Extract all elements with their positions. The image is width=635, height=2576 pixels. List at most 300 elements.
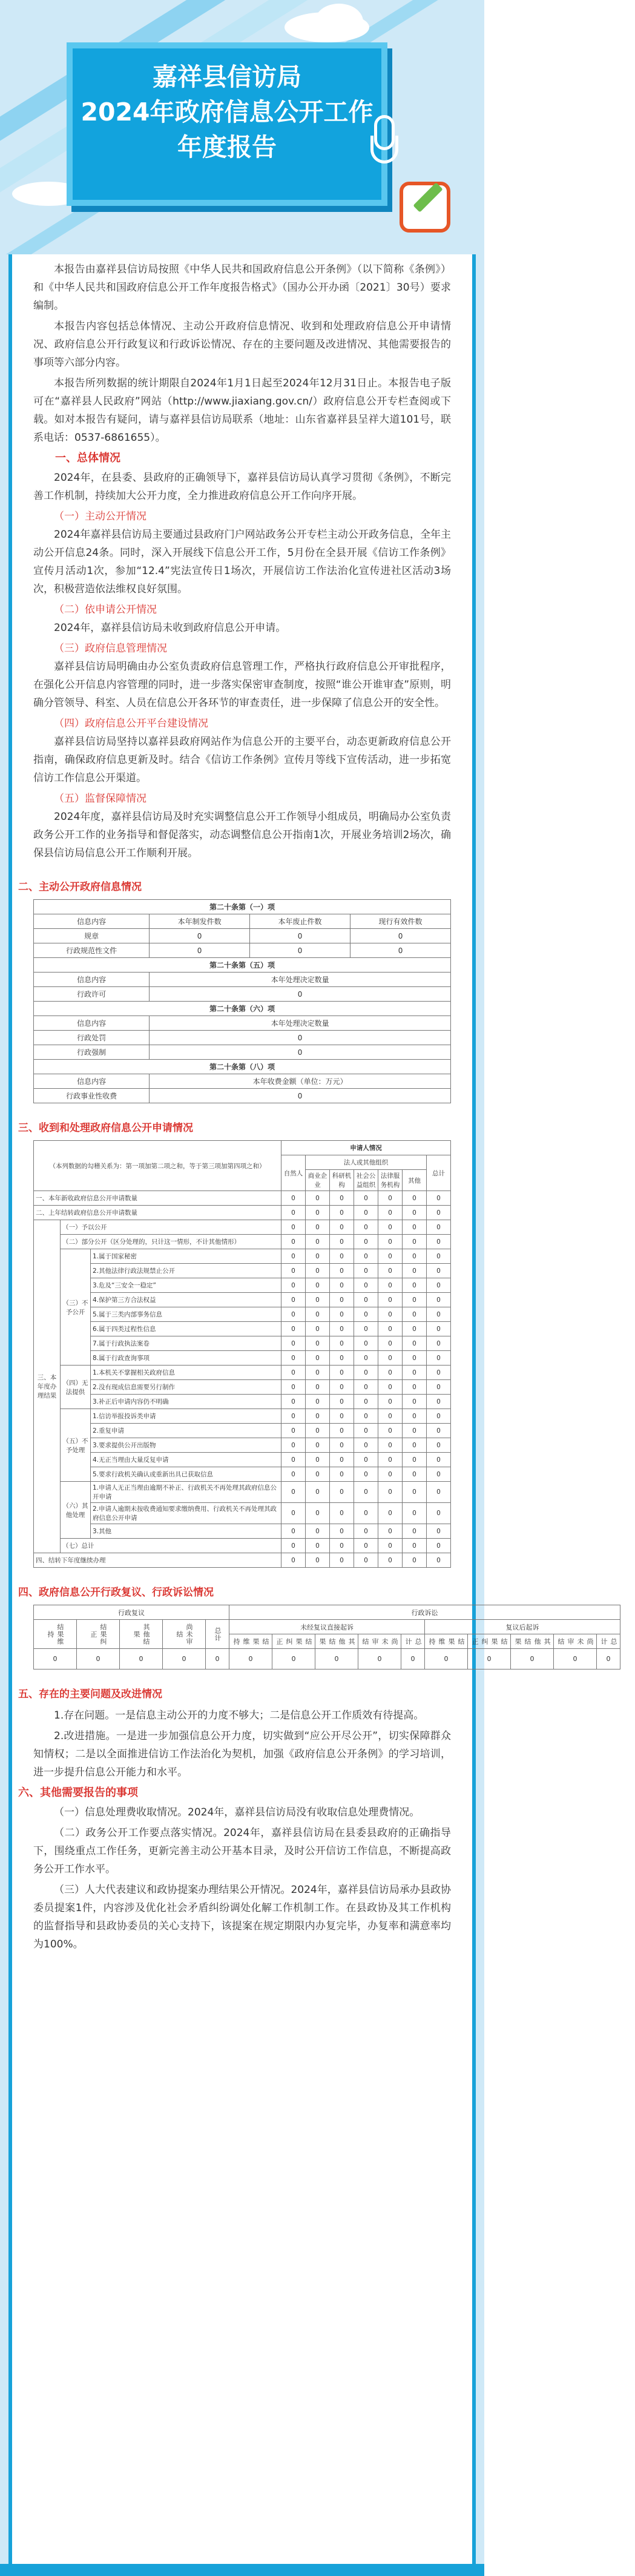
cell-value: 0 — [554, 1649, 597, 1669]
cell-value: 0 — [281, 1366, 306, 1380]
intro-paragraph: 本报告内容包括总体情况、主动公开政府信息情况、收到和处理政府信息公开申请情况、政府信息公开行政复议和行政诉讼情况、存在的主要问题及改进情况、其他需要报告的事项等六部分内容。 — [33, 320, 451, 369]
report-title-line3: 年度报告 — [177, 133, 277, 162]
cell-value: 0 — [306, 1366, 330, 1380]
cell-value: 0 — [281, 1191, 306, 1206]
section-title: 四、政府信息公开行政复议、行政诉讼情况 — [18, 1587, 214, 1599]
cell-value: 0 — [306, 1482, 330, 1503]
cell-value: 0 — [330, 1191, 354, 1206]
cell-value: 0 — [281, 1453, 306, 1467]
cell-value: 0 — [281, 1482, 306, 1503]
cell-value: 0 — [306, 1336, 330, 1351]
cell-value: 0 — [306, 1351, 330, 1366]
table-row — [34, 1322, 451, 1336]
report-body — [18, 260, 617, 1956]
table-row — [34, 1293, 451, 1307]
cell-value: 0 — [403, 1482, 427, 1503]
cell-value: 0 — [281, 1553, 306, 1568]
section-paragraph: 2024年，嘉祥县信访局未收到政府信息公开申请。 — [54, 622, 286, 634]
cell-value: 0 — [281, 1235, 306, 1249]
cell-value: 0 — [250, 943, 350, 958]
table-row — [34, 1089, 451, 1103]
row-label: 1.本机关不掌握相关政府信息 — [91, 1366, 281, 1380]
cell-value: 0 — [354, 1524, 378, 1539]
table-row — [34, 1380, 451, 1395]
table-row — [34, 987, 451, 1002]
table-row — [34, 1249, 451, 1264]
column-header: 法律服务机构 — [378, 1170, 403, 1191]
column-header: 结果纠正 — [468, 1634, 511, 1649]
cell-value: 0 — [427, 1438, 451, 1453]
cell-value: 0 — [427, 1380, 451, 1395]
column-header: 本年处理决定数量 — [150, 973, 451, 987]
cell-value: 0 — [378, 1366, 403, 1380]
cell-value: 0 — [427, 1206, 451, 1220]
title-banner — [67, 42, 387, 206]
cell-value: 0 — [330, 1467, 354, 1482]
cell-value: 0 — [403, 1524, 427, 1539]
table-row — [34, 1524, 451, 1539]
cell-value: 0 — [330, 1264, 354, 1278]
table-row — [34, 1395, 451, 1409]
cell-value: 0 — [306, 1307, 330, 1322]
column-header: 本年处理决定数量 — [150, 1016, 451, 1031]
intro-paragraph: 本报告由嘉祥县信访局按照《中华人民共和国政府信息公开条例》（以下简称《条例》）和《中华人民共和国政府信息公开工作年度报告格式》（国办公开办函〔2021〕30号）要求编制。 — [33, 263, 451, 312]
subsection-title: （三）政府信息管理情况 — [54, 642, 167, 655]
cell-value: 0 — [378, 1409, 403, 1424]
row-label: 行政强制 — [34, 1045, 150, 1060]
cell-value: 0 — [272, 1649, 315, 1669]
cell-value: 0 — [354, 1264, 378, 1278]
cell-value: 0 — [378, 1553, 403, 1568]
cell-value: 0 — [330, 1380, 354, 1395]
table-header: 第二十条第（一）项 — [34, 900, 451, 914]
cell-value: 0 — [378, 1453, 403, 1467]
table-row — [34, 1553, 451, 1568]
table-row — [34, 1045, 451, 1060]
cell-value: 0 — [378, 1191, 403, 1206]
cell-value: 0 — [350, 943, 451, 958]
cell-value: 0 — [306, 1206, 330, 1220]
cell-value: 0 — [427, 1539, 451, 1553]
cell-value: 0 — [378, 1503, 403, 1524]
column-header: 尚未审结 — [358, 1634, 401, 1649]
column-header: 尚未审结 — [554, 1634, 597, 1649]
column-header: 本年收费金额（单位：万元） — [150, 1074, 451, 1089]
row-label: （一）予以公开 — [61, 1220, 281, 1235]
cell-value: 0 — [206, 1649, 229, 1669]
table-row — [34, 1031, 451, 1045]
column-header: 本年废止件数 — [250, 914, 350, 929]
cell-value: 0 — [354, 1395, 378, 1409]
cell-value: 0 — [306, 1322, 330, 1336]
cell-value: 0 — [330, 1206, 354, 1220]
cell-value: 0 — [358, 1649, 401, 1669]
cell-value: 0 — [306, 1409, 330, 1424]
cell-value: 0 — [330, 1424, 354, 1438]
cell-value: 0 — [306, 1220, 330, 1235]
column-header: 科研机构 — [330, 1170, 354, 1191]
column-header: 结果纠正 — [272, 1634, 315, 1649]
section-title: 三、收到和处理政府信息公开申请情况 — [18, 1122, 193, 1134]
cell-value: 0 — [281, 1380, 306, 1395]
cell-value: 0 — [330, 1249, 354, 1264]
cell-value: 0 — [403, 1249, 427, 1264]
cell-value: 0 — [403, 1453, 427, 1467]
table-row — [34, 1235, 451, 1249]
row-label: 规章 — [34, 929, 150, 943]
row-label: 3.要求提供公开出版物 — [91, 1438, 281, 1453]
cell-value: 0 — [281, 1503, 306, 1524]
cell-value: 0 — [427, 1453, 451, 1467]
cell-value: 0 — [306, 1191, 330, 1206]
right-margin — [476, 254, 484, 2576]
cell-value: 0 — [281, 1467, 306, 1482]
applicant-header: 申请人情况 — [281, 1141, 451, 1155]
cell-value: 0 — [354, 1220, 378, 1235]
table-row — [34, 943, 451, 958]
cell-value: 0 — [403, 1503, 427, 1524]
cell-value: 0 — [354, 1322, 378, 1336]
section-paragraph: 嘉祥县信访局明确由办公室负责政府信息管理工作，严格执行政府信息公开审批程序，在强化公开信息内容管理的同时，进一步落实保密审查制度，按照“谁公开谁审查”原则，明确分管领导、科室、人员在信息公开各环节的审查责任，进一步保障了信息公开的安全性。 — [33, 661, 451, 709]
row-label: 二、上年结转政府信息公开申请数量 — [34, 1206, 281, 1220]
column-header: 信息内容 — [34, 973, 150, 987]
cell-value: 0 — [330, 1366, 354, 1380]
cell-value: 0 — [330, 1553, 354, 1568]
cell-value: 0 — [378, 1206, 403, 1220]
table-row — [34, 1482, 451, 1503]
column-header: 结果维持 — [229, 1634, 272, 1649]
row-label: 5.要求行政机关确认或重新出具已获取信息 — [91, 1467, 281, 1482]
table-row — [34, 1307, 451, 1322]
cell-value: 0 — [378, 1467, 403, 1482]
cell-value: 0 — [306, 1395, 330, 1409]
section-paragraph: 嘉祥县信访局坚持以嘉祥县政府网站作为信息公开的主要平台，动态更新政府信息公开指南，确保政府信息更新及时。结合《信访工作条例》宣传月等线下宣传活动，进一步拓宽信访工作信息公开渠道。 — [33, 736, 451, 784]
cell-value: 0 — [306, 1264, 330, 1278]
section-title: 二、主动公开政府信息情况 — [18, 881, 142, 893]
cell-value: 0 — [427, 1278, 451, 1293]
column-header: 信息内容 — [34, 1074, 150, 1089]
table-row — [34, 1649, 620, 1669]
cell-value: 0 — [306, 1293, 330, 1307]
cell-value: 0 — [281, 1293, 306, 1307]
row-label: 4.无正当理由大量反复申请 — [91, 1453, 281, 1467]
cell-value: 0 — [403, 1409, 427, 1424]
cell-value: 0 — [427, 1482, 451, 1503]
cell-value: 0 — [281, 1395, 306, 1409]
cell-value: 0 — [378, 1322, 403, 1336]
cell-value: 0 — [330, 1322, 354, 1336]
cell-value: 0 — [354, 1191, 378, 1206]
cell-value: 0 — [354, 1307, 378, 1322]
cell-value: 0 — [378, 1249, 403, 1264]
column-header: 其他结果 — [120, 1620, 163, 1649]
column-header: 结果纠正 — [77, 1620, 120, 1649]
section-paragraph: 1.存在问题。一是信息主动公开的力度不够大；二是信息公开工作质效有待提高。 — [54, 1709, 424, 1722]
cell-value: 0 — [378, 1351, 403, 1366]
cell-value: 0 — [306, 1553, 330, 1568]
column-header: 信息内容 — [34, 914, 150, 929]
row-label: 行政事业性收费 — [34, 1089, 150, 1103]
suit-after-review-header: 复议后起诉 — [425, 1620, 620, 1634]
cell-value: 0 — [330, 1409, 354, 1424]
cell-value: 0 — [403, 1539, 427, 1553]
cell-value: 0 — [401, 1649, 425, 1669]
table-row — [34, 1220, 451, 1235]
cell-value: 0 — [354, 1409, 378, 1424]
section-paragraph: （三）人大代表建议和政协提案办理结果公开情况。2024年，嘉祥县信访局承办县政协委员提案1件，内容涉及优化社会矛盾纠纷调处化解工作机制工作。在县政协及其工作机构的监督指导和县政协委员的关心支持下，该提案在规定期限内办复完毕，办复率和满意率均为100%。 — [33, 1884, 451, 1950]
row-label: 一、本年新收政府信息公开申请数量 — [34, 1191, 281, 1206]
table-row — [34, 1539, 451, 1553]
row-label: 6.属于四类过程性信息 — [91, 1322, 281, 1336]
cell-value: 0 — [403, 1336, 427, 1351]
cell-value: 0 — [403, 1220, 427, 1235]
column-header: 结果维持 — [425, 1634, 468, 1649]
cell-value: 0 — [330, 1503, 354, 1524]
cell-value: 0 — [330, 1220, 354, 1235]
table-row — [34, 1453, 451, 1467]
subsection-title: （五）监督保障情况 — [54, 793, 146, 805]
cell-value: 0 — [378, 1524, 403, 1539]
cell-value: 0 — [354, 1453, 378, 1467]
cell-value: 0 — [427, 1395, 451, 1409]
cell-value: 0 — [403, 1467, 427, 1482]
cell-value: 0 — [281, 1249, 306, 1264]
section-paragraph: 2024年度，嘉祥县信访局及时充实调整信息公开工作领导小组成员，明确局办公室负责政务公开工作的业务指导和督促落实，动态调整信息公开指南1次，开展业务培训2场次，确保县信访局信息公开工作顺利开展。 — [33, 811, 451, 859]
column-header: 总计 — [597, 1634, 620, 1649]
cell-value: 0 — [403, 1235, 427, 1249]
table-row — [34, 1206, 451, 1220]
cell-value: 0 — [403, 1351, 427, 1366]
table-header: 第二十条第（八）项 — [34, 1060, 451, 1074]
intro-paragraph: 本报告所列数据的统计期限自2024年1月1日起至2024年12月31日止。本报告电子版可在“嘉祥县人民政府”网站（http://www.jiaxiang.gov.cn/）政府信息公开专栏查阅或下载。如对本报告有疑问，请与嘉祥县信访局联系（地址：山东省嘉祥县呈祥大道101号，联系电话：0537-6861655）。 — [33, 377, 451, 444]
cell-value: 0 — [120, 1649, 163, 1669]
cell-value: 0 — [281, 1264, 306, 1278]
section-title: 五、存在的主要问题及改进情况 — [18, 1688, 162, 1700]
row-label: 3.补正后申请内容仍不明确 — [91, 1395, 281, 1409]
row-label: 4.保护第三方合法权益 — [91, 1293, 281, 1307]
cell-value: 0 — [306, 1438, 330, 1453]
cell-value: 0 — [150, 987, 451, 1002]
application-table — [33, 1140, 451, 1568]
subsection-title: （二）依申请公开情况 — [54, 604, 157, 616]
section-paragraph: （二）政务公开工作要点落实情况。2024年，嘉祥县信访局在县委县政府的正确指导下，围绕重点工作任务，更新完善主动公开基本目录，及时公开信访工作信息，不断提高政务公开工作水平。 — [33, 1827, 451, 1875]
cell-value: 0 — [427, 1249, 451, 1264]
table-row — [34, 1351, 451, 1366]
cell-value: 0 — [354, 1553, 378, 1568]
cell-value: 0 — [281, 1307, 306, 1322]
cell-value: 0 — [427, 1409, 451, 1424]
row-label: 7.属于行政执法案卷 — [91, 1336, 281, 1351]
cell-value: 0 — [330, 1539, 354, 1553]
cell-value: 0 — [229, 1649, 272, 1669]
cell-value: 0 — [354, 1366, 378, 1380]
cell-value: 0 — [427, 1553, 451, 1568]
cell-value: 0 — [330, 1482, 354, 1503]
cell-value: 0 — [281, 1206, 306, 1220]
cell-value: 0 — [281, 1539, 306, 1553]
table-row — [34, 929, 451, 943]
cell-value: 0 — [427, 1191, 451, 1206]
column-header: 其他 — [403, 1170, 427, 1191]
cell-value: 0 — [281, 1278, 306, 1293]
table-header: 第二十条第（五）项 — [34, 958, 451, 973]
cell-value: 0 — [281, 1322, 306, 1336]
cell-value: 0 — [306, 1467, 330, 1482]
cell-value: 0 — [427, 1336, 451, 1351]
cell-value: 0 — [306, 1424, 330, 1438]
cell-value: 0 — [330, 1307, 354, 1322]
row-label: 2.重复申请 — [91, 1424, 281, 1438]
row-group-label: （三）不予公开 — [61, 1249, 91, 1366]
table-row — [34, 1191, 451, 1206]
cell-value: 0 — [330, 1235, 354, 1249]
cell-value: 0 — [425, 1649, 468, 1669]
cell-value: 0 — [403, 1278, 427, 1293]
section-paragraph: （一）信息处理费收取情况。2024年，嘉祥县信访局没有收取信息处理费情况。 — [54, 1806, 420, 1818]
report-title-line2: 2024年政府信息公开工作 — [81, 97, 373, 127]
cell-value: 0 — [378, 1220, 403, 1235]
cell-value: 0 — [150, 1045, 451, 1060]
footer-bar — [0, 2564, 484, 2576]
column-header: 结果维持 — [34, 1620, 77, 1649]
cell-value: 0 — [354, 1293, 378, 1307]
left-margin — [0, 254, 8, 2576]
cell-value: 0 — [350, 929, 451, 943]
cell-value: 0 — [281, 1424, 306, 1438]
cell-value: 0 — [354, 1424, 378, 1438]
cell-value: 0 — [281, 1336, 306, 1351]
cell-value: 0 — [281, 1409, 306, 1424]
legal-entity-header: 法人或其他组织 — [306, 1155, 427, 1170]
cell-value: 0 — [77, 1649, 120, 1669]
cell-value: 0 — [281, 1351, 306, 1366]
cell-value: 0 — [306, 1380, 330, 1395]
row-label: 1.信访举报投诉类申请 — [91, 1409, 281, 1424]
table-row — [34, 1336, 451, 1351]
cell-value: 0 — [427, 1220, 451, 1235]
row-group-label: （五）不予处理 — [61, 1409, 91, 1482]
row-label: 行政规范性文件 — [34, 943, 150, 958]
row-label: 1.申请人无正当理由逾期不补正、行政机关不再处理其政府信息公开申请 — [91, 1482, 281, 1503]
table-row — [34, 1366, 451, 1380]
cell-value: 0 — [511, 1649, 554, 1669]
row-label: 2.申请人逾期未按收费通知要求缴纳费用、行政机关不再处理其政府信息公开申请 — [91, 1503, 281, 1524]
section-title: 六、其他需要报告的事项 — [18, 1786, 138, 1799]
table-row — [34, 1409, 451, 1424]
cell-value: 0 — [378, 1539, 403, 1553]
column-header: 其他结果 — [511, 1634, 554, 1649]
cell-value: 0 — [306, 1503, 330, 1524]
review-header: 行政复议 — [34, 1605, 229, 1620]
natural-person-header: 自然人 — [281, 1155, 306, 1191]
row-label: 5.属于三类内部事务信息 — [91, 1307, 281, 1322]
cell-value: 0 — [354, 1539, 378, 1553]
section-paragraph: 2.改进措施。一是进一步加强信息公开力度，切实做到“应公开尽公开”，切实保障群众知情权；二是以全面推进信访工作法治化为契机，加强《政府信息公开条例》的学习培训，进一步提升信息公开能力和水平。 — [33, 1730, 451, 1778]
cell-value: 0 — [378, 1380, 403, 1395]
column-header: 总计 — [401, 1634, 425, 1649]
proactive-disclosure-table — [33, 899, 451, 1103]
cell-value: 0 — [597, 1649, 620, 1669]
cell-value: 0 — [34, 1649, 77, 1669]
cell-value: 0 — [378, 1424, 403, 1438]
column-header: 本年制发件数 — [150, 914, 250, 929]
column-header: 总计 — [206, 1620, 229, 1649]
cell-value: 0 — [378, 1482, 403, 1503]
cell-value: 0 — [306, 1539, 330, 1553]
cell-value: 0 — [427, 1264, 451, 1278]
section-paragraph: 2024年，在县委、县政府的正确领导下，嘉祥县信访局认真学习贯彻《条例》，不断完善工作机制，持续加大公开力度，全力推进政府信息公开工作向序开展。 — [33, 472, 451, 502]
cell-value: 0 — [427, 1424, 451, 1438]
cell-value: 0 — [330, 1438, 354, 1453]
cell-value: 0 — [403, 1206, 427, 1220]
cell-value: 0 — [403, 1553, 427, 1568]
table-header: 第二十条第（六）项 — [34, 1002, 451, 1016]
cell-value: 0 — [150, 943, 250, 958]
cell-value: 0 — [378, 1264, 403, 1278]
cell-value: 0 — [403, 1380, 427, 1395]
cell-value: 0 — [354, 1438, 378, 1453]
section-paragraph: 2024年嘉祥县信访局主要通过县政府门户网站政务公开专栏主动公开政务信息，全年主动公开信息24条。同时，深入开展线下信息公开工作，5月份在全县开展《信访工作条例》宣传月活动1次，参加“12.4”宪法宣传日1场次，开展信访工作法治化宣传进社区活动3场次，积极营造依法维权良好氛围。 — [33, 529, 451, 595]
cell-value: 0 — [354, 1351, 378, 1366]
direct-suit-header: 未经复议直接起诉 — [229, 1620, 425, 1634]
row-label: （七）总计 — [61, 1539, 281, 1553]
cell-value: 0 — [250, 929, 350, 943]
cell-value: 0 — [354, 1336, 378, 1351]
cell-value: 0 — [468, 1649, 511, 1669]
cell-value: 0 — [330, 1293, 354, 1307]
cell-value: 0 — [354, 1503, 378, 1524]
total-header: 总计 — [427, 1155, 451, 1191]
cell-value: 0 — [403, 1424, 427, 1438]
row-label: 2.没有现成信息需要另行制作 — [91, 1380, 281, 1395]
column-header: 尚未审结 — [163, 1620, 206, 1649]
cell-value: 0 — [281, 1524, 306, 1539]
cell-value: 0 — [330, 1336, 354, 1351]
subsection-title: （一）主动公开情况 — [54, 510, 146, 523]
cell-value: 0 — [403, 1191, 427, 1206]
cell-value: 0 — [306, 1453, 330, 1467]
cell-value: 0 — [427, 1503, 451, 1524]
row-label: 行政处罚 — [34, 1031, 150, 1045]
cell-value: 0 — [427, 1235, 451, 1249]
cell-value: 0 — [427, 1322, 451, 1336]
column-header: 信息内容 — [34, 1016, 150, 1031]
cell-value: 0 — [403, 1264, 427, 1278]
row-label: 1.属于国家秘密 — [91, 1249, 281, 1264]
cell-value: 0 — [330, 1351, 354, 1366]
column-header: 商业企业 — [306, 1170, 330, 1191]
column-header: 现行有效件数 — [350, 914, 451, 929]
cell-value: 0 — [354, 1482, 378, 1503]
cell-value: 0 — [427, 1307, 451, 1322]
cell-value: 0 — [427, 1467, 451, 1482]
table-corner-note: （本列数据的勾稽关系为：第一项加第二项之和，等于第三项加第四项之和） — [34, 1141, 281, 1191]
cell-value: 0 — [306, 1278, 330, 1293]
cell-value: 0 — [403, 1307, 427, 1322]
row-group-label: 三、本年度办理结果 — [34, 1220, 61, 1553]
row-label: 行政许可 — [34, 987, 150, 1002]
review-litigation-table — [33, 1605, 620, 1669]
row-group-label: （六）其他处理 — [61, 1482, 91, 1539]
table-row — [34, 1264, 451, 1278]
cell-value: 0 — [150, 929, 250, 943]
report-title-line1: 嘉祥县信访局 — [153, 62, 301, 91]
table-row — [34, 1424, 451, 1438]
cell-value: 0 — [354, 1380, 378, 1395]
row-group-label: （四）无法提供 — [61, 1366, 91, 1409]
subsection-title: （四）政府信息公开平台建设情况 — [54, 718, 208, 730]
cell-value: 0 — [378, 1438, 403, 1453]
